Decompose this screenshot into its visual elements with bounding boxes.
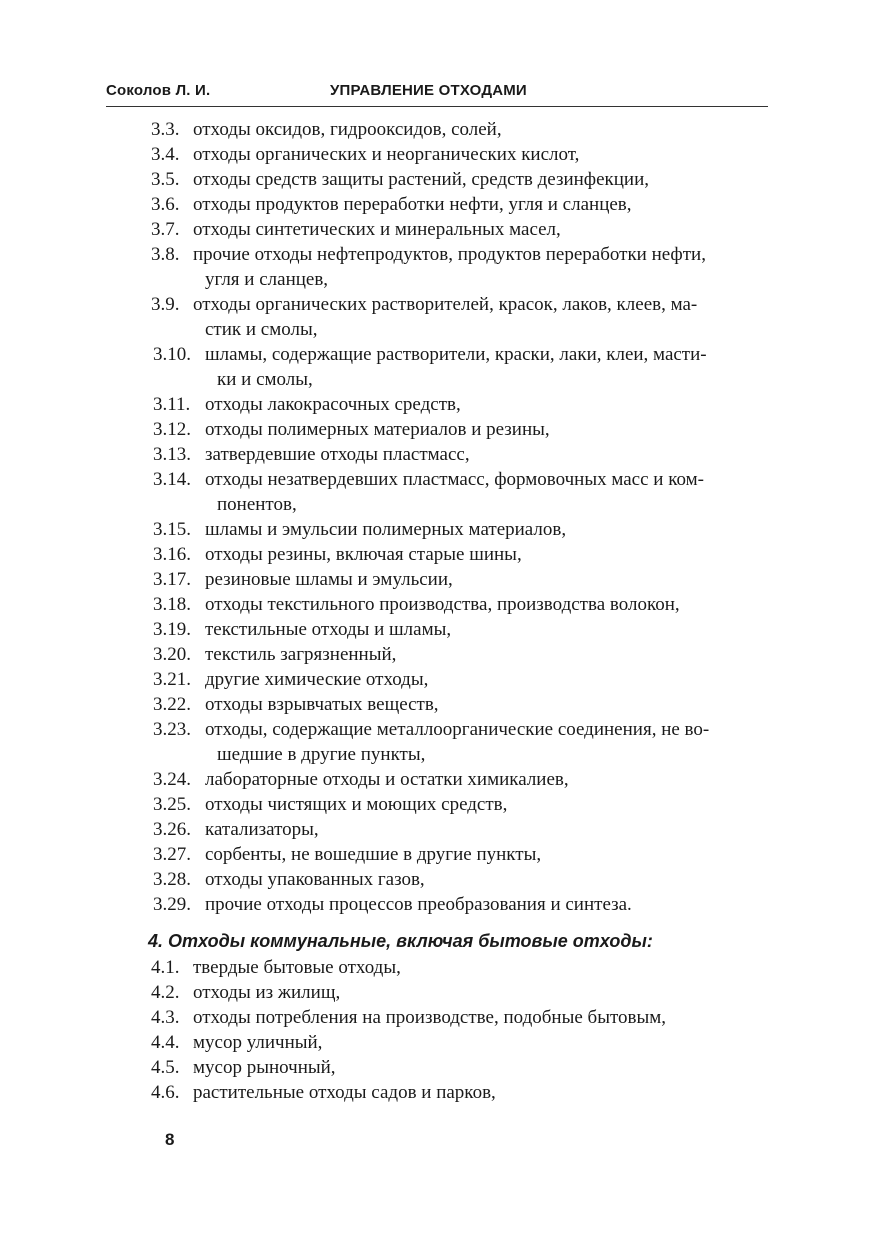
item-number: 3.28. [153, 869, 191, 890]
header-author: Соколов Л. И. [106, 82, 211, 99]
item-text: сорбенты, не вошедшие в другие пункты, [205, 844, 542, 865]
item-number: 3.24. [153, 769, 191, 790]
list-item [148, 342, 770, 392]
item-text-continuation: понентов, [217, 494, 297, 515]
header-title: УПРАВЛЕНИЕ ОТХОДАМИ [330, 82, 527, 99]
item-number: 3.10. [153, 344, 191, 365]
list-item [148, 542, 770, 567]
list-item [148, 1005, 770, 1030]
item-text: отходы лакокрасочных средств, [205, 394, 461, 415]
list-item [148, 692, 770, 717]
page-content [148, 117, 770, 1105]
item-text-continuation: шедшие в другие пункты, [217, 744, 426, 765]
list-item [148, 442, 770, 467]
item-number: 3.3. [151, 119, 180, 140]
list-item [148, 842, 770, 867]
item-text: катализаторы, [205, 819, 319, 840]
item-number: 3.11. [153, 394, 191, 415]
section-4-heading: 4. Отходы коммунальные, включая бытовые отходы: [148, 931, 653, 951]
item-number: 3.5. [151, 169, 180, 190]
item-text: другие химические отходы, [205, 669, 429, 690]
item-number: 3.7. [151, 219, 180, 240]
item-text: отходы, содержащие металлоорганические соединения, не во- [205, 719, 710, 740]
list-item [148, 192, 770, 217]
item-text: отходы оксидов, гидрооксидов, солей, [193, 119, 502, 140]
item-number: 3.25. [153, 794, 191, 815]
list-item [148, 217, 770, 242]
item-text: отходы продуктов переработки нефти, угля и сланцев, [193, 194, 632, 215]
item-text: отходы органических и неорганических кислот, [193, 144, 580, 165]
item-text: отходы потребления на производстве, подобные бытовым, [193, 1007, 667, 1028]
item-text-continuation: стик и смолы, [205, 319, 318, 340]
item-text: отходы чистящих и моющих средств, [205, 794, 508, 815]
item-text: затвердевшие отходы пластмасс, [205, 444, 470, 465]
item-text: резиновые шламы и эмульсии, [205, 569, 453, 590]
item-number: 4.4. [151, 1032, 180, 1053]
item-text: отходы из жилищ, [193, 982, 341, 1003]
item-number: 3.19. [153, 619, 191, 640]
item-number: 4.1. [151, 957, 180, 978]
item-number: 3.27. [153, 844, 191, 865]
item-number: 3.17. [153, 569, 191, 590]
list-item [148, 980, 770, 1005]
list-item [148, 955, 770, 980]
item-text: шламы и эмульсии полимерных материалов, [205, 519, 567, 540]
item-text: отходы резины, включая старые шины, [205, 544, 522, 565]
item-text: отходы органических растворителей, красок, лаков, клеев, ма- [193, 294, 698, 315]
list-item [148, 767, 770, 792]
item-number: 3.4. [151, 144, 180, 165]
item-text: отходы полимерных материалов и резины, [205, 419, 550, 440]
item-number: 3.23. [153, 719, 191, 740]
list-item [148, 142, 770, 167]
item-number: 3.29. [153, 894, 191, 915]
item-number: 3.20. [153, 644, 191, 665]
list-item [148, 667, 770, 692]
item-text: мусор рыночный, [193, 1057, 336, 1078]
item-number: 3.21. [153, 669, 191, 690]
item-text: твердые бытовые отходы, [193, 957, 401, 978]
list-item [148, 417, 770, 442]
item-number: 4.3. [151, 1007, 180, 1028]
list-item [148, 642, 770, 667]
list-item [148, 1080, 770, 1105]
item-number: 4.6. [151, 1082, 180, 1103]
item-number: 3.14. [153, 469, 191, 490]
item-text: отходы упакованных газов, [205, 869, 425, 890]
page-number: 8 [165, 1130, 175, 1149]
item-text: текстильные отходы и шламы, [205, 619, 452, 640]
running-header [106, 80, 768, 107]
list-item [148, 1030, 770, 1055]
item-number: 3.18. [153, 594, 191, 615]
item-number: 3.22. [153, 694, 191, 715]
item-text: прочие отходы процессов преобразования и синтеза. [205, 894, 632, 915]
list-item [148, 517, 770, 542]
list-item [148, 292, 770, 342]
item-text: растительные отходы садов и парков, [193, 1082, 496, 1103]
list-item [148, 167, 770, 192]
item-number: 4.5. [151, 1057, 180, 1078]
list-item [148, 592, 770, 617]
item-text: отходы незатвердевших пластмасс, формовочных масс и ком- [205, 469, 704, 490]
item-number: 3.9. [151, 294, 180, 315]
item-number: 3.13. [153, 444, 191, 465]
item-text: отходы текстильного производства, производства волокон, [205, 594, 680, 615]
item-text: отходы синтетических и минеральных масел, [193, 219, 561, 240]
item-number: 3.12. [153, 419, 191, 440]
list-item [148, 792, 770, 817]
item-number: 3.15. [153, 519, 191, 540]
list-item [148, 117, 770, 142]
item-text: прочие отходы нефтепродуктов, продуктов переработки нефти, [193, 244, 706, 265]
list-item [148, 867, 770, 892]
item-number: 3.6. [151, 194, 180, 215]
waste-list-section-3b [148, 342, 770, 917]
list-item [148, 617, 770, 642]
list-item [148, 242, 770, 292]
item-text: текстиль загрязненный, [205, 644, 397, 665]
item-text: отходы взрывчатых веществ, [205, 694, 439, 715]
item-text-continuation: ки и смолы, [217, 369, 313, 390]
item-number: 3.16. [153, 544, 191, 565]
list-item [148, 1055, 770, 1080]
list-item [148, 392, 770, 417]
list-item [148, 717, 770, 767]
item-number: 3.8. [151, 244, 180, 265]
item-text-continuation: угля и сланцев, [205, 269, 329, 290]
item-number: 3.26. [153, 819, 191, 840]
list-item [148, 817, 770, 842]
waste-list-section-3a [148, 117, 770, 342]
item-text: отходы средств защиты растений, средств дезинфекции, [193, 169, 650, 190]
waste-list-section-4 [148, 955, 770, 1105]
item-text: шламы, содержащие растворители, краски, лаки, клеи, масти- [205, 344, 707, 365]
item-text: мусор уличный, [193, 1032, 323, 1053]
item-number: 4.2. [151, 982, 180, 1003]
list-item [148, 567, 770, 592]
item-text: лабораторные отходы и остатки химикалиев, [205, 769, 569, 790]
list-item [148, 892, 770, 917]
list-item [148, 467, 770, 517]
